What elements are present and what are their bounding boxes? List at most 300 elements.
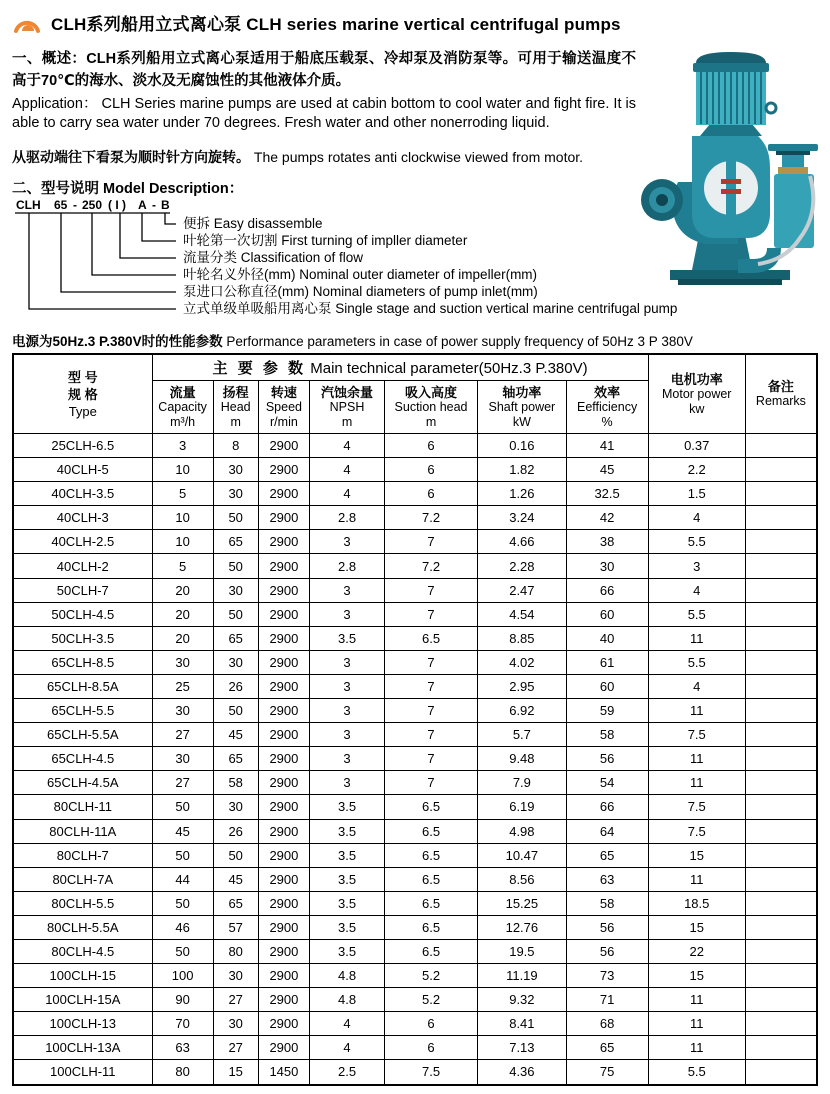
- table-row: [13, 674, 817, 698]
- remarks-cell: [745, 723, 817, 747]
- value-cell: 2900: [258, 819, 309, 843]
- value-cell: 3: [310, 602, 385, 626]
- pump-model-cell: 80CLH-5.5: [13, 891, 152, 915]
- col-header-remarks: [745, 354, 817, 434]
- value-cell: 80: [152, 1060, 213, 1085]
- value-cell: 2900: [258, 771, 309, 795]
- model-code-dash-2: -: [152, 198, 156, 212]
- model-code-segment-impeller: 250: [82, 198, 103, 212]
- value-cell: 41: [566, 434, 648, 458]
- table-row: [13, 458, 817, 482]
- value-cell: 9.48: [478, 747, 566, 771]
- page-title: [51, 10, 621, 35]
- value-cell: 45: [152, 819, 213, 843]
- value-cell: 50: [152, 843, 213, 867]
- remarks-cell: [745, 674, 817, 698]
- value-cell: 20: [152, 602, 213, 626]
- value-cell: 8.85: [478, 626, 566, 650]
- pump-model-cell: 50CLH-4.5: [13, 602, 152, 626]
- group-header-zh: 主 要 参 数: [212, 360, 307, 377]
- value-cell: 63: [152, 1036, 213, 1060]
- table-row: [13, 867, 817, 891]
- table-row: [13, 1012, 817, 1036]
- value-cell: 44: [152, 867, 213, 891]
- model-code-segment-disassemble: B: [161, 198, 170, 212]
- pump-model-cell: 40CLH-2: [13, 554, 152, 578]
- motor-header-zh: 电机功率: [670, 371, 723, 387]
- remarks-cell: [745, 434, 817, 458]
- value-cell: 4.8: [310, 964, 385, 988]
- value-cell: 65: [566, 843, 648, 867]
- table-row: [13, 988, 817, 1012]
- value-cell: 2900: [258, 602, 309, 626]
- value-cell: 2900: [258, 674, 309, 698]
- value-cell: 12.76: [478, 915, 566, 939]
- value-cell: 11.19: [478, 964, 566, 988]
- pump-model-cell: 50CLH-3.5: [13, 626, 152, 650]
- value-cell: 11: [648, 988, 745, 1012]
- pump-model-cell: 50CLH-7: [13, 578, 152, 602]
- value-cell: 20: [152, 578, 213, 602]
- value-cell: 3.5: [310, 843, 385, 867]
- value-cell: 50: [213, 843, 258, 867]
- value-cell: 50: [213, 602, 258, 626]
- pump-model-cell: 80CLH-11A: [13, 819, 152, 843]
- value-cell: 4.66: [478, 530, 566, 554]
- remarks-cell: [745, 578, 817, 602]
- pump-model-cell: 80CLH-5.5A: [13, 915, 152, 939]
- value-cell: 61: [566, 650, 648, 674]
- table-row: [13, 578, 817, 602]
- value-cell: 2900: [258, 458, 309, 482]
- table-row: [13, 843, 817, 867]
- pump-model-cell: 100CLH-11: [13, 1060, 152, 1085]
- value-cell: 2.95: [478, 674, 566, 698]
- value-cell: 2900: [258, 626, 309, 650]
- table-row: [13, 554, 817, 578]
- value-cell: 10: [152, 506, 213, 530]
- value-cell: 2.8: [310, 506, 385, 530]
- branch-line-disassemble: [165, 213, 176, 224]
- value-cell: 50: [213, 699, 258, 723]
- type-header-en: Type: [68, 403, 97, 419]
- value-cell: 4: [310, 434, 385, 458]
- remarks-cell: [745, 988, 817, 1012]
- value-cell: 30: [566, 554, 648, 578]
- col-header-capacity: 流量 Capacity m³/h: [152, 381, 213, 434]
- col-header-type: [13, 354, 152, 434]
- value-cell: 2900: [258, 578, 309, 602]
- value-cell: 2900: [258, 1036, 309, 1060]
- type-header-zh-1: 型 号: [67, 369, 98, 385]
- model-label-flow-class: 流量分类 Classification of flow: [183, 250, 364, 265]
- page-title-en: CLH series marine vertical centrifugal pumps: [246, 15, 621, 34]
- pump-model-cell: 100CLH-13A: [13, 1036, 152, 1060]
- pump-model-cell: 40CLH-3: [13, 506, 152, 530]
- value-cell: 4: [310, 1012, 385, 1036]
- value-cell: 2900: [258, 723, 309, 747]
- table-row: [13, 747, 817, 771]
- value-cell: 3: [310, 723, 385, 747]
- remarks-cell: [745, 964, 817, 988]
- value-cell: 45: [213, 723, 258, 747]
- value-cell: 54: [566, 771, 648, 795]
- value-cell: 7.2: [384, 554, 477, 578]
- overview-paragraph-zh: 一、概述：CLH系列船用立式离心泵适用于船底压载泵、冷却泵及消防泵等。可用于输送温度不高于70℃的海水、淡水及无腐蚀性的其他液体介质。: [12, 51, 636, 89]
- value-cell: 27: [213, 1036, 258, 1060]
- value-cell: 30: [152, 747, 213, 771]
- value-cell: 2900: [258, 915, 309, 939]
- pump-model-cell: 65CLH-8.5: [13, 650, 152, 674]
- table-row: [13, 771, 817, 795]
- value-cell: 2900: [258, 843, 309, 867]
- value-cell: 5: [152, 554, 213, 578]
- value-cell: 3: [152, 434, 213, 458]
- pump-model-cell: 65CLH-5.5A: [13, 723, 152, 747]
- value-cell: 2.2: [648, 458, 745, 482]
- value-cell: 7: [384, 650, 477, 674]
- group-header-en: Main technical parameter(50Hz.3 P.380V): [310, 360, 588, 377]
- value-cell: 2900: [258, 650, 309, 674]
- value-cell: 6.5: [384, 939, 477, 963]
- value-cell: 2.28: [478, 554, 566, 578]
- value-cell: 3.5: [310, 795, 385, 819]
- value-cell: 7: [384, 747, 477, 771]
- table-row: [13, 915, 817, 939]
- table-row: [13, 530, 817, 554]
- value-cell: 75: [566, 1060, 648, 1085]
- col-header-suction-head: 吸入高度 Suction head m: [384, 381, 477, 434]
- value-cell: 50: [213, 506, 258, 530]
- value-cell: 6: [384, 1012, 477, 1036]
- pump-model-cell: 100CLH-13: [13, 1012, 152, 1036]
- value-cell: 7.5: [384, 1060, 477, 1085]
- value-cell: 60: [566, 674, 648, 698]
- value-cell: 11: [648, 1036, 745, 1060]
- value-cell: 27: [152, 723, 213, 747]
- value-cell: 5.5: [648, 650, 745, 674]
- remarks-cell: [745, 915, 817, 939]
- col-header-npsh: 汽蚀余量 NPSH m: [310, 381, 385, 434]
- value-cell: 45: [213, 867, 258, 891]
- value-cell: 63: [566, 867, 648, 891]
- pump-model-cell: 100CLH-15: [13, 964, 152, 988]
- value-cell: 40: [566, 626, 648, 650]
- value-cell: 2900: [258, 699, 309, 723]
- value-cell: 0.37: [648, 434, 745, 458]
- table-row: [13, 964, 817, 988]
- value-cell: 56: [566, 915, 648, 939]
- remarks-cell: [745, 458, 817, 482]
- value-cell: 56: [566, 939, 648, 963]
- table-row: [13, 939, 817, 963]
- table-row: [13, 819, 817, 843]
- value-cell: 6.5: [384, 891, 477, 915]
- value-cell: 68: [566, 1012, 648, 1036]
- value-cell: 64: [566, 819, 648, 843]
- value-cell: 7.9: [478, 771, 566, 795]
- value-cell: 4: [310, 458, 385, 482]
- value-cell: 7: [384, 699, 477, 723]
- remarks-cell: [745, 1036, 817, 1060]
- value-cell: 73: [566, 964, 648, 988]
- remarks-cell: [745, 699, 817, 723]
- motor-header-unit: kw: [689, 401, 705, 416]
- table-row: [13, 795, 817, 819]
- remarks-cell: [745, 482, 817, 506]
- value-cell: 45: [566, 458, 648, 482]
- value-cell: 30: [213, 458, 258, 482]
- value-cell: 65: [213, 530, 258, 554]
- value-cell: 6.5: [384, 819, 477, 843]
- value-cell: 7: [384, 602, 477, 626]
- pump-model-cell: 40CLH-5: [13, 458, 152, 482]
- value-cell: 30: [152, 650, 213, 674]
- value-cell: 42: [566, 506, 648, 530]
- value-cell: 1450: [258, 1060, 309, 1085]
- branch-line-series: [29, 213, 176, 309]
- value-cell: 2900: [258, 795, 309, 819]
- value-cell: 2900: [258, 554, 309, 578]
- remarks-cell: [745, 771, 817, 795]
- value-cell: 2900: [258, 964, 309, 988]
- value-cell: 3: [310, 578, 385, 602]
- value-cell: 7.2: [384, 506, 477, 530]
- value-cell: 3.5: [310, 939, 385, 963]
- value-cell: 11: [648, 626, 745, 650]
- pump-product-photo: [640, 52, 822, 290]
- value-cell: 90: [152, 988, 213, 1012]
- value-cell: 2.47: [478, 578, 566, 602]
- table-row: [13, 891, 817, 915]
- value-cell: 30: [213, 578, 258, 602]
- value-cell: 5.2: [384, 964, 477, 988]
- value-cell: 25: [152, 674, 213, 698]
- rotation-note-en: The pumps rotates anti clockwise viewed from motor.: [253, 149, 584, 165]
- value-cell: 3: [310, 699, 385, 723]
- remarks-header-en: Remarks: [755, 394, 806, 408]
- value-cell: 5: [152, 482, 213, 506]
- col-group-main-parameters: [152, 354, 648, 381]
- table-row: [13, 626, 817, 650]
- value-cell: 6: [384, 1036, 477, 1060]
- value-cell: 6: [384, 458, 477, 482]
- value-cell: 1.5: [648, 482, 745, 506]
- value-cell: 80: [213, 939, 258, 963]
- branch-line-cut: [142, 213, 176, 241]
- value-cell: 1.26: [478, 482, 566, 506]
- model-code-segment-cut: A: [138, 198, 147, 212]
- value-cell: 9.32: [478, 988, 566, 1012]
- value-cell: 6.5: [384, 843, 477, 867]
- pump-model-cell: 80CLH-4.5: [13, 939, 152, 963]
- value-cell: 11: [648, 747, 745, 771]
- value-cell: 7.5: [648, 795, 745, 819]
- value-cell: 26: [213, 674, 258, 698]
- value-cell: 3.5: [310, 819, 385, 843]
- value-cell: 66: [566, 795, 648, 819]
- table-row: [13, 506, 817, 530]
- pump-model-cell: 40CLH-3.5: [13, 482, 152, 506]
- value-cell: 58: [213, 771, 258, 795]
- table-row: [13, 434, 817, 458]
- value-cell: 7.5: [648, 819, 745, 843]
- value-cell: 58: [566, 891, 648, 915]
- remarks-cell: [745, 506, 817, 530]
- value-cell: 0.16: [478, 434, 566, 458]
- value-cell: 32.5: [566, 482, 648, 506]
- value-cell: 18.5: [648, 891, 745, 915]
- value-cell: 3: [648, 554, 745, 578]
- table-row: [13, 602, 817, 626]
- value-cell: 10.47: [478, 843, 566, 867]
- remarks-cell: [745, 1012, 817, 1036]
- model-code-segment-inlet: 65: [54, 198, 68, 212]
- value-cell: 30: [213, 964, 258, 988]
- value-cell: 1.82: [478, 458, 566, 482]
- value-cell: 10: [152, 458, 213, 482]
- value-cell: 100: [152, 964, 213, 988]
- table-row: [13, 482, 817, 506]
- model-code-dash-1: -: [73, 198, 77, 212]
- value-cell: 2900: [258, 867, 309, 891]
- value-cell: 30: [152, 699, 213, 723]
- value-cell: 8.56: [478, 867, 566, 891]
- value-cell: 11: [648, 771, 745, 795]
- table-pre-title-en: Performance parameters in case of power supply frequency of 50Hz 3 P 380V: [226, 334, 693, 349]
- value-cell: 7: [384, 530, 477, 554]
- col-header-shaft-power: 轴功率 Shaft power kW: [478, 381, 566, 434]
- value-cell: 50: [152, 891, 213, 915]
- value-cell: 60: [566, 602, 648, 626]
- model-section-title: 二、型号说明 Model Description：: [12, 181, 244, 197]
- branch-line-impeller: [92, 213, 176, 275]
- pump-model-cell: 100CLH-15A: [13, 988, 152, 1012]
- model-code-segment-series: CLH: [16, 198, 41, 212]
- value-cell: 4: [648, 674, 745, 698]
- value-cell: 11: [648, 1012, 745, 1036]
- application-paragraph-en: Application： CLH Series marine pumps are used at cabin bottom to cool water and fight fire. It is able to carry sea water under 70 degrees. Fresh water and other nonerroding liquid.: [12, 96, 636, 131]
- value-cell: 10: [152, 530, 213, 554]
- pump-model-cell: 65CLH-5.5: [13, 699, 152, 723]
- page-title-zh: CLH系列船用立式离心泵: [51, 15, 242, 34]
- value-cell: 2900: [258, 434, 309, 458]
- value-cell: 71: [566, 988, 648, 1012]
- value-cell: 4.98: [478, 819, 566, 843]
- value-cell: 15: [648, 915, 745, 939]
- remarks-cell: [745, 1060, 817, 1085]
- pump-model-cell: 80CLH-7A: [13, 867, 152, 891]
- pump-model-cell: 40CLH-2.5: [13, 530, 152, 554]
- value-cell: 11: [648, 699, 745, 723]
- model-label-series: 立式单级单吸船用离心泵 Single stage and suction vertical marine centrifugal pump: [183, 301, 678, 316]
- remarks-cell: [745, 626, 817, 650]
- remarks-cell: [745, 795, 817, 819]
- value-cell: 6: [384, 482, 477, 506]
- value-cell: 2.5: [310, 1060, 385, 1085]
- remarks-cell: [745, 602, 817, 626]
- value-cell: 5.2: [384, 988, 477, 1012]
- pump-illustration: [640, 52, 822, 290]
- value-cell: 58: [566, 723, 648, 747]
- value-cell: 2900: [258, 988, 309, 1012]
- value-cell: 2.8: [310, 554, 385, 578]
- value-cell: 6.5: [384, 626, 477, 650]
- remarks-cell: [745, 650, 817, 674]
- pump-model-cell: 25CLH-6.5: [13, 434, 152, 458]
- value-cell: 65: [213, 747, 258, 771]
- table-pre-title: [12, 330, 818, 350]
- value-cell: 7: [384, 578, 477, 602]
- value-cell: 6.92: [478, 699, 566, 723]
- value-cell: 65: [213, 891, 258, 915]
- remarks-cell: [745, 747, 817, 771]
- pump-model-cell: 65CLH-4.5: [13, 747, 152, 771]
- value-cell: 15: [213, 1060, 258, 1085]
- value-cell: 50: [152, 795, 213, 819]
- col-header-motor-power: [648, 354, 745, 434]
- performance-table-body: [13, 434, 817, 1085]
- remarks-cell: [745, 867, 817, 891]
- value-cell: 2900: [258, 939, 309, 963]
- value-cell: 3.5: [310, 915, 385, 939]
- value-cell: 5.5: [648, 602, 745, 626]
- brand-arc-icon: [12, 12, 42, 34]
- value-cell: 27: [152, 771, 213, 795]
- value-cell: 4.54: [478, 602, 566, 626]
- value-cell: 7: [384, 723, 477, 747]
- page-header: [12, 10, 818, 35]
- branch-line-inlet: [61, 213, 176, 292]
- value-cell: 3.5: [310, 867, 385, 891]
- value-cell: 2900: [258, 482, 309, 506]
- value-cell: 5.5: [648, 530, 745, 554]
- value-cell: 6.19: [478, 795, 566, 819]
- value-cell: 3: [310, 650, 385, 674]
- value-cell: 20: [152, 626, 213, 650]
- value-cell: 57: [213, 915, 258, 939]
- value-cell: 59: [566, 699, 648, 723]
- branch-line-flow-class: [120, 213, 176, 258]
- remarks-cell: [745, 554, 817, 578]
- value-cell: 4: [310, 482, 385, 506]
- value-cell: 4.02: [478, 650, 566, 674]
- table-row: [13, 650, 817, 674]
- value-cell: 7.13: [478, 1036, 566, 1060]
- value-cell: 30: [213, 1012, 258, 1036]
- value-cell: 65: [213, 626, 258, 650]
- type-header-zh-2: 规 格: [67, 386, 98, 402]
- value-cell: 6.5: [384, 867, 477, 891]
- value-cell: 7: [384, 771, 477, 795]
- value-cell: 3.5: [310, 891, 385, 915]
- value-cell: 5.7: [478, 723, 566, 747]
- value-cell: 7.5: [648, 723, 745, 747]
- value-cell: 7: [384, 674, 477, 698]
- motor-header-en: Motor power: [661, 386, 732, 401]
- value-cell: 50: [152, 939, 213, 963]
- rotation-note: [12, 147, 636, 167]
- value-cell: 5.5: [648, 1060, 745, 1085]
- model-code-segment-flow-class: ( I ): [108, 198, 126, 212]
- table-row: [13, 699, 817, 723]
- value-cell: 15: [648, 964, 745, 988]
- value-cell: 4: [648, 506, 745, 530]
- model-label-disassemble: 便拆 Easy disassemble: [183, 216, 323, 231]
- table-row: [13, 1036, 817, 1060]
- value-cell: 4: [310, 1036, 385, 1060]
- rotation-note-zh: 从驱动端往下看泵为顺时针方向旋转。: [12, 149, 250, 165]
